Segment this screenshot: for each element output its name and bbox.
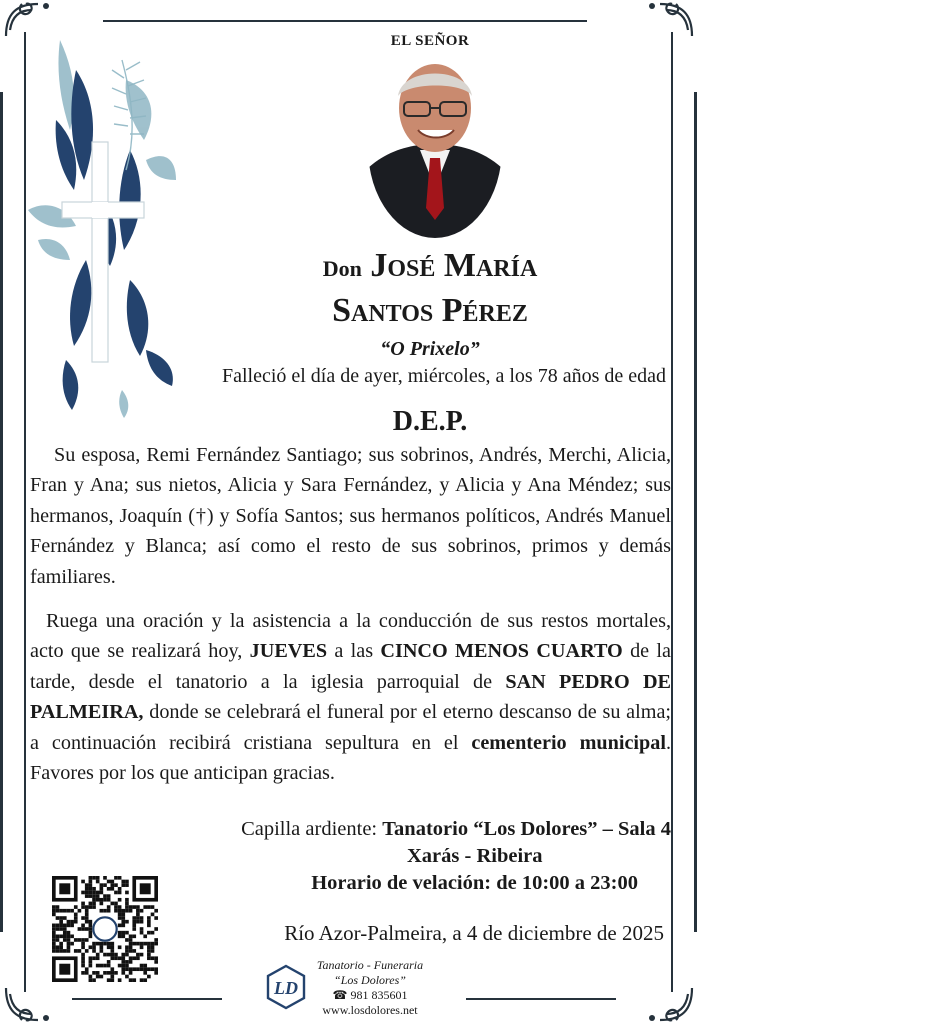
qr-code-icon[interactable]: [52, 876, 158, 982]
chapel-place: Tanatorio “Los Dolores” – Sala 4: [382, 818, 671, 840]
honorific: Don: [322, 256, 362, 281]
corner-ornament-icon: [640, 984, 696, 1024]
death-notice: Falleció el día de ayer, miércoles, a los 78 años de edad: [221, 365, 666, 387]
family-text: Su esposa, Remi Fernández Santiago; sus sobrinos, Andrés, Merchi, Alicia, Fran y Ana; sus nietos, Alicia y Sara Fernández, y Alicia y Ana Méndez; sus hermanos, Joaquín (†) y Sofía Santos; sus hermanos políticos, Andrés Manuel Fernández y Blanca; así como el resto de sus sobrinos, primos y demás familiares.: [30, 444, 671, 588]
dateline: Río Azor-Palmeira, a 4 de diciembre de 2025: [284, 921, 664, 945]
funeral-home-line1: Tanatorio - Funeraria: [316, 958, 424, 972]
frame-right-outer-line: [694, 92, 697, 932]
frame-left-outer-line: [0, 92, 3, 932]
frame-bottom-left-line: [72, 998, 222, 1000]
funeral-home-phone-row: [300, 988, 440, 1004]
request-text-3: de la tarde, desde el tanatorio a la iglesia parroquial de: [30, 640, 671, 693]
request-day: JUEVES: [249, 640, 328, 663]
request-text-4: donde se celebrará el funeral por el eterno descanso de su alma; a continuación recibirá cristiana sepultura en el: [30, 701, 672, 754]
request-church: SAN PEDRO DE PALMEIRA,: [30, 670, 672, 724]
request-paragraph: [30, 606, 671, 788]
chapel-town: Xarás - Ribeira: [407, 845, 543, 867]
cross-illustration-icon: [26, 30, 186, 420]
frame-top-line: [103, 20, 587, 22]
corner-ornament-icon: [2, 984, 58, 1024]
chapel-line: [120, 816, 671, 843]
deceased-name-line1: [200, 247, 660, 285]
deceased-name-line2: Santos Pérez: [332, 292, 528, 329]
phone-icon: ☎: [332, 988, 348, 1002]
request-text-5: . Favores por los que anticipan gracias.: [30, 731, 671, 785]
logo-letters: LD: [274, 978, 298, 998]
nickname: “O Prixelo”: [380, 338, 480, 360]
notice-header: EL SEÑOR: [390, 33, 470, 49]
frame-right-inner-line: [671, 32, 673, 992]
dep-heading: D.E.P.: [392, 406, 468, 437]
portrait-photo: [368, 58, 502, 238]
request-text-2: a las: [334, 640, 374, 663]
request-cemetery: cementerio municipal: [471, 731, 666, 754]
funeral-home-phone: 981 835601: [350, 988, 408, 1002]
request-text-1: Ruega una oración y la asistencia a la conducción de sus restos mortales, acto que se realizará hoy,: [30, 610, 671, 663]
request-time: CINCO MENOS CUARTO: [380, 640, 623, 663]
family-paragraph: [30, 440, 671, 592]
chapel-hours: Horario de velación: de 10:00 a 23:00: [311, 872, 638, 894]
funeral-home-line2: “Los Dolores”: [334, 973, 406, 987]
chapel-label: Capilla ardiente:: [241, 818, 378, 840]
first-names: José María: [370, 247, 538, 284]
funeral-home-website[interactable]: www.losdolores.net: [322, 1003, 418, 1017]
frame-bottom-right-line: [466, 998, 616, 1000]
